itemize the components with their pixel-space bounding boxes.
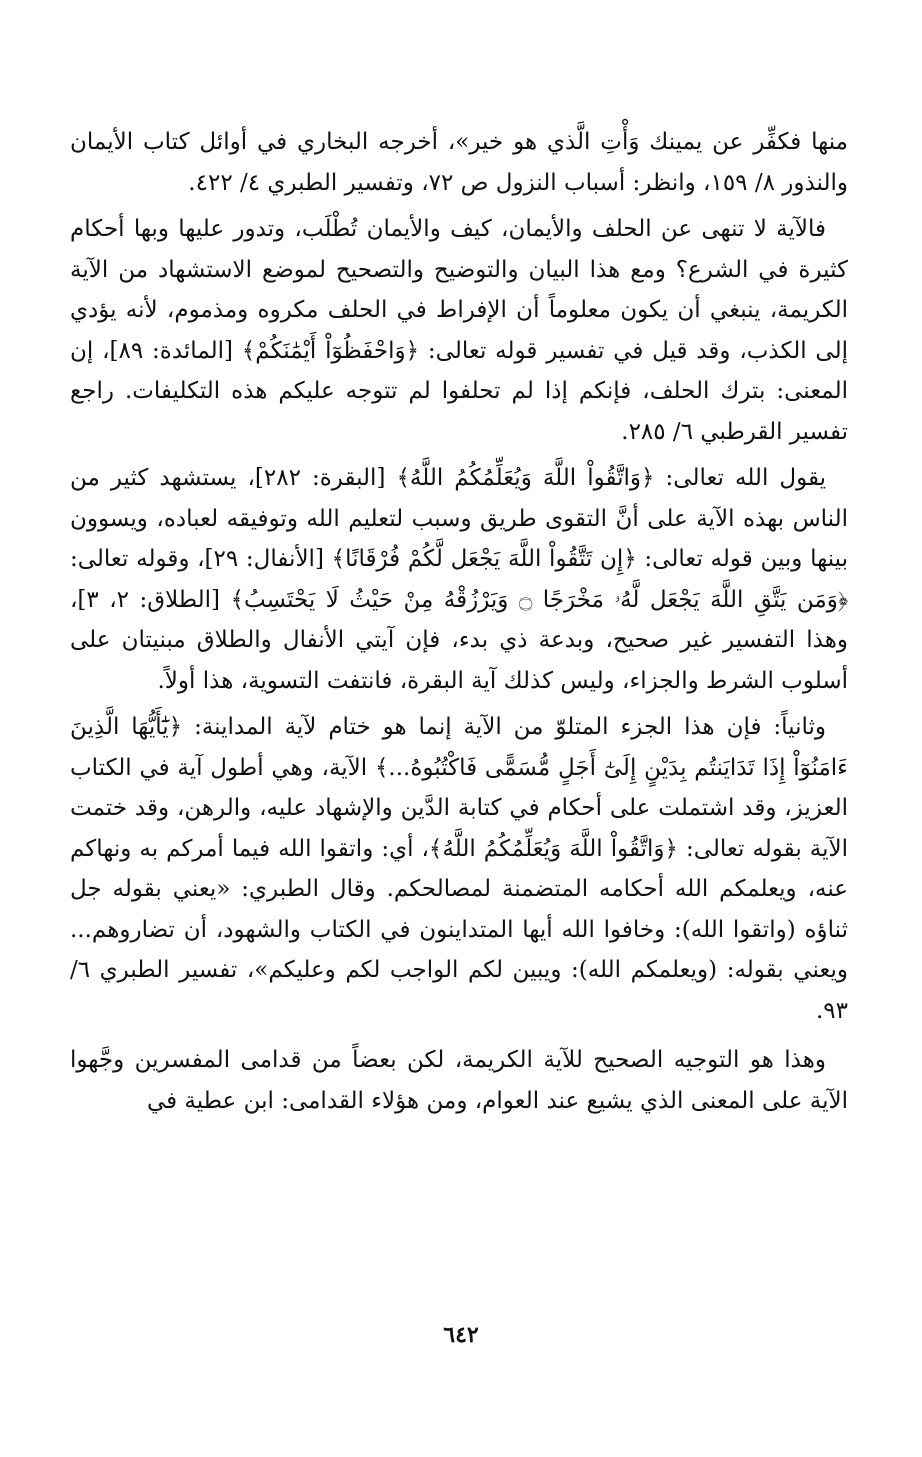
paragraph-correct-interpretation: وهذا هو التوجيه الصحيح للآية الكريمة، لكن بعضاً من قدامى المفسرين وجَّهوا الآية على المعنى الذي يشيع عند العوام، ومن هؤلاء القدامى: ابن عطية في [70, 1047, 848, 1114]
page-body [70, 122, 848, 1121]
paragraph-oaths: فالآية لا تنهى عن الحلف والأيمان، كيف والأيمان تُطْلَب، وتدور عليها وبها أحكام كثيرة في الشرع؟ ومع هذا البيان والتوضيح والتصحيح لموضع الاستشهاد من الآية الكريمة، ينبغي أن يكون معلوماً أن الإفراط في الحلف مكروه ومذموم، لأنه يؤدي إلى الكذب، وقد قيل في تفسير قوله تعالى: ﴿وَاحْفَظُوٓاْ أَيْمَٰنَكُمْ﴾ [المائدة: ٨٩]، إن المعنى: بترك الحلف، فإنكم إذا لم تحلفوا لم تتوجه عليكم هذه التكليفات. راجع تفسير القرطبي ٦/ ٢٨٥. [70, 216, 848, 445]
paragraph-taqwa-verse: يقول الله تعالى: ﴿وَاتَّقُواْ اللَّهَ وَيُعَلِّمُكُمُ اللَّهُ﴾ [البقرة: ٢٨٢]، يستشهد كثير من الناس بهذه الآية على أنَّ التقوى طريق وسبب لتعليم الله وتوفيقه لعباده، ويسوون بينها وبين قوله تعالى: ﴿إِن تَتَّقُواْ اللَّهَ يَجْعَل لَّكُمْ فُرْقَانًا﴾ [الأنفال: ٢٩]، وقوله تعالى: ﴿وَمَن يَتَّقِ اللَّهَ يَجْعَل لَّهُۥ مَخْرَجًا ۝ وَيَرْزُقْهُ مِنْ حَيْثُ لَا يَحْتَسِبُ﴾ [الطلاق: ٢، ٣]، وهذا التفسير غير صحيح، وبدعة ذي بدء، فإن آيتي الأنفال والطلاق مبنيتان على أسلوب الشرط والجزاء، وليس كذلك آية البقرة، فانتفت التسوية، هذا أولاً. [70, 465, 849, 694]
paragraph-secondly: وثانياً: فإن هذا الجزء المتلوّ من الآية إنما هو ختام لآية المداينة: ﴿يَٰٓأَيُّهَا الَّذِينَ ءَامَنُوٓاْ إِذَا تَدَايَنتُم بِدَيْنٍ إِلَىٰٓ أَجَلٍ مُّسَمًّى فَاكْتُبُوهُ...﴾ الآية، وهي أطول آية في الكتاب العزيز، وقد اشتملت على أحكام في كتابة الدَّين والإشهاد عليه، والرهن، وقد ختمت الآية بقوله تعالى: ﴿وَاتَّقُواْ اللَّهَ وَيُعَلِّمُكُمُ اللَّهُ﴾، أي: واتقوا الله فيما أمركم به ونهاكم عنه، ويعلمكم الله أحكامه المتضمنة لمصالحكم. وقال الطبري: «يعني بقوله جل ثناؤه (واتقوا الله): وخافوا الله أيها المتداينون في الكتاب والشهود، أن تضاروهم... ويعني بقوله: (ويعلمكم الله): ويبين لكم الواجب لكم وعليكم»، تفسير الطبري ٦/ ٩٣. [70, 714, 848, 1024]
page-number: ٦٤٢ [443, 1322, 479, 1348]
paragraph-footnote-continuation: منها فكفِّر عن يمينك وَأْتِ الَّذي هو خير»، أخرجه البخاري في أوائل كتاب الأيمان والنذور ٨/ ١٥٩، وانظر: أسباب النزول ص ٧٢، وتفسير الطبري ٤/ ٤٢٢. [70, 129, 848, 196]
